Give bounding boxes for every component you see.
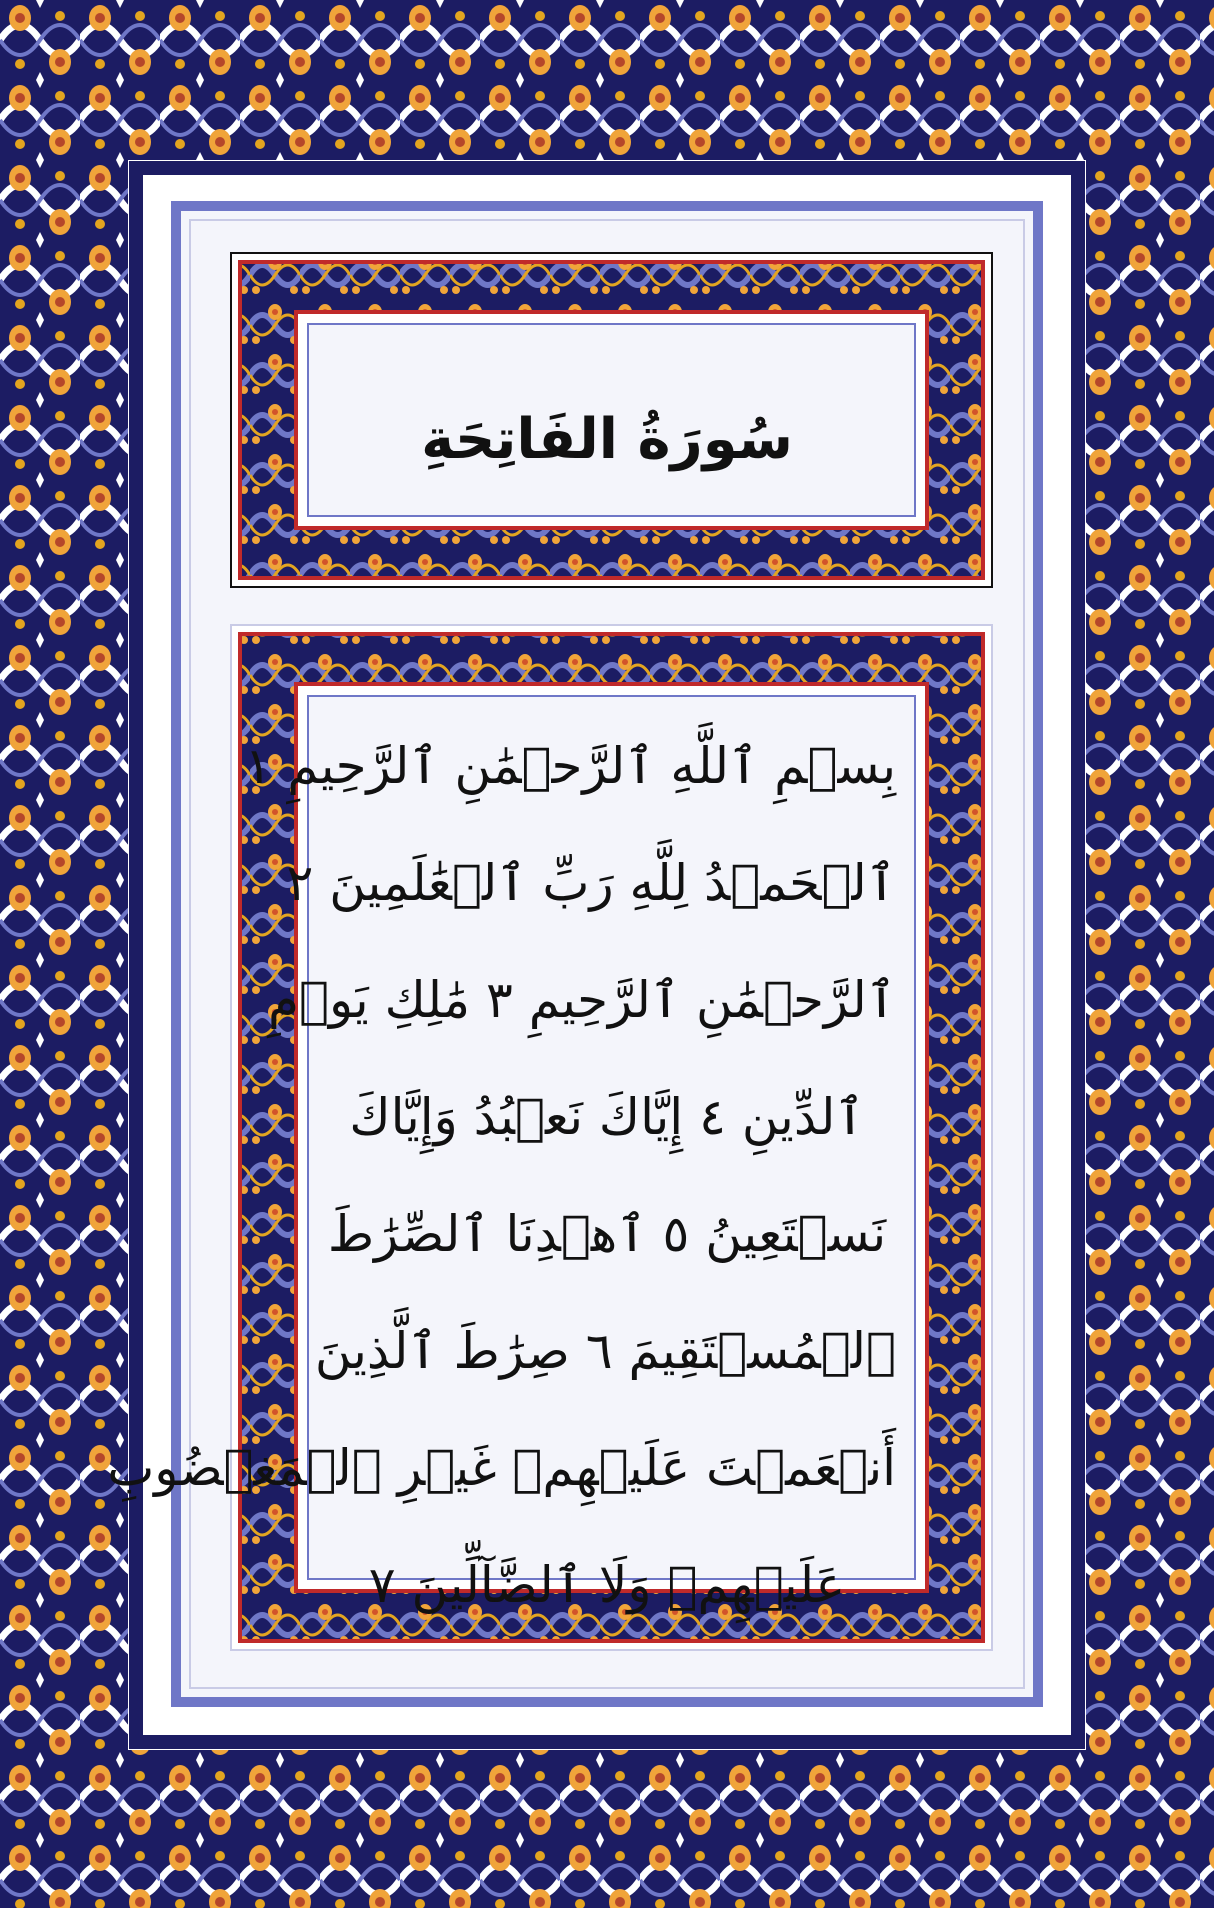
verse-block [107,708,896,1644]
verse-line: نَسۡتَعِينُ ٥ ٱهۡدِنَا ٱلصِّرَٰطَ [327,1205,887,1263]
verse-line: ٱلۡحَمۡدُ لِلَّهِ رَبِّ ٱلۡعَٰلَمِينَ ٢ [286,854,896,912]
verse-line: عَلَيۡهِمۡ وَلَا ٱلضَّآلِّينَ ٧ [368,1556,846,1614]
verse-line: أَنۡعَمۡتَ عَلَيۡهِمۡ غَيۡرِ ٱلۡمَغۡضُوبِ [107,1439,896,1497]
surah-title: سُورَةُ الفَاتِحَةِ [421,407,793,472]
verse-line: بِسۡمِ ٱللَّهِ ٱلرَّحۡمَٰنِ ٱلرَّحِيمِ ١ [244,737,896,795]
verse-line: ٱلرَّحۡمَٰنِ ٱلرَّحِيمِ ٣ مَٰلِكِ يَوۡمِ [267,971,896,1029]
verse-line: ٱلدِّينِ ٤ إِيَّاكَ نَعۡبُدُ وَإِيَّاكَ [349,1088,865,1146]
verse-line: ٱلۡمُسۡتَقِيمَ ٦ صِرَٰطَ ٱلَّذِينَ [314,1322,896,1380]
